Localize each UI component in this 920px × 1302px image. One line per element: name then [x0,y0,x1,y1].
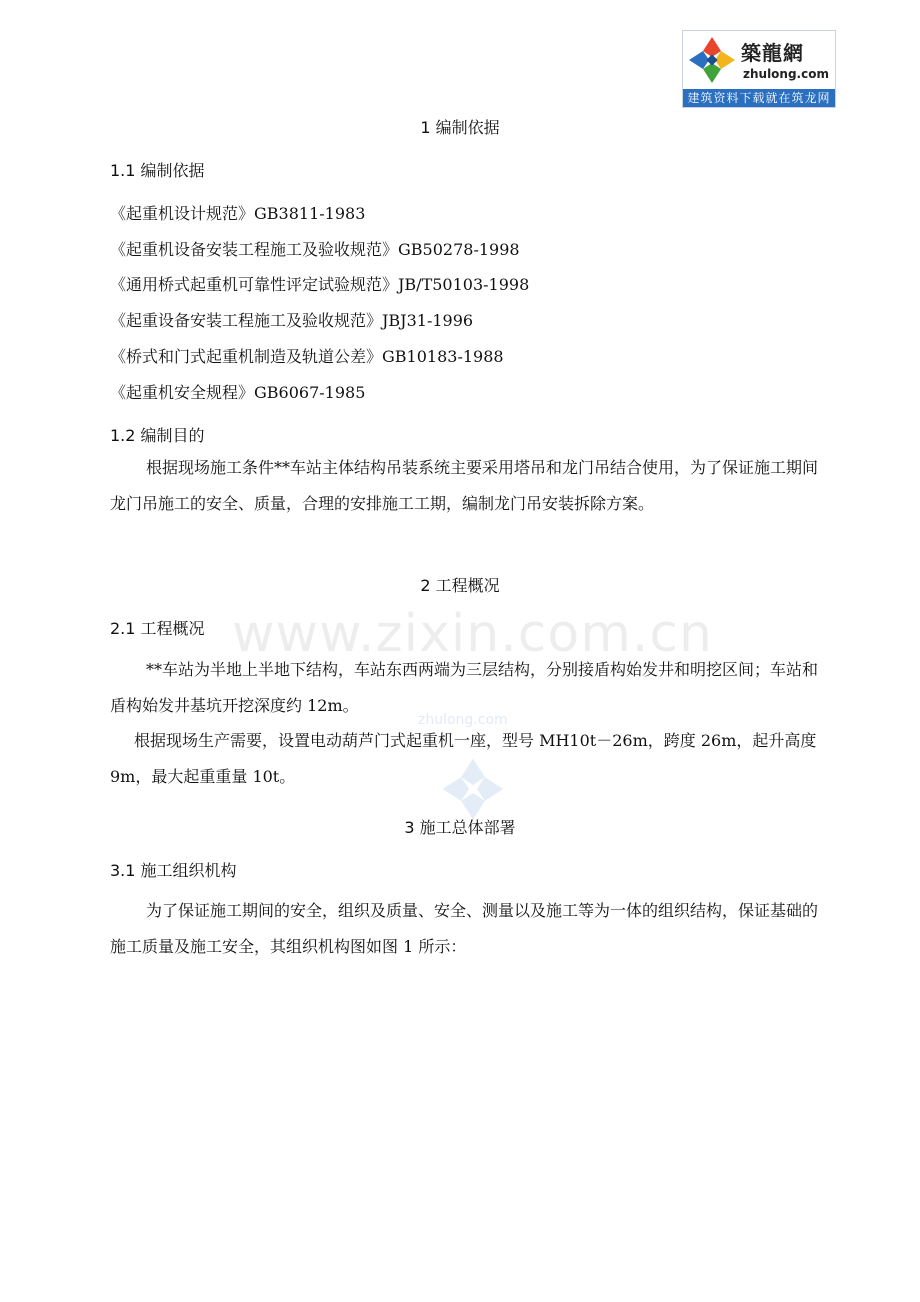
organization-paragraph: 为了保证施工期间的安全，组织及质量、安全、测量以及施工等为一体的组织结构，保证基础的施工质量及施工安全，其组织机构图如图 1 所示： [110,901,819,956]
section-1-title: 1 编制依据 [420,118,500,137]
logo-slogan: 建筑资料下载就在筑龙网 [683,89,835,107]
section-3-1-title: 3.1 施工组织机构 [110,861,237,880]
purpose-paragraph: 根据现场施工条件**车站主体结构吊装系统主要采用塔吊和龙门吊结合使用，为了保证施工期间龙门吊施工的安全、质量，合理的安排施工工期，编制龙门吊安装拆除方案。 [110,458,819,513]
reference-item: 《起重机设计规范》GB3811-1983 [110,204,366,223]
section-2-title: 2 工程概况 [420,576,500,595]
reference-item: 《起重机安全规程》GB6067-1985 [110,383,366,402]
watermark-sub: zhulong.com [418,712,508,728]
reference-item: 《起重机设备安装工程施工及验收规范》GB50278-1998 [110,240,520,259]
overview-paragraph-1: **车站为半地上半地下结构，车站东西两端为三层结构，分别接盾构始发井和明挖区间；车站和盾构始发井基坑开挖深度约 12m。 [110,660,819,715]
reference-item: 《起重设备安装工程施工及验收规范》JBJ31-1996 [110,311,474,330]
section-1-1-title: 1.1 编制依据 [110,161,205,180]
reference-item: 《通用桥式起重机可靠性评定试验规范》JB/T50103-1998 [110,275,530,294]
zhulong-logo [682,30,836,108]
zhulong-emblem-icon [687,35,737,85]
section-3-title: 3 施工总体部署 [404,818,516,837]
overview-paragraph-2: 根据现场生产需要，设置电动葫芦门式起重机一座，型号 MH10t－26m，跨度 26m，起升高度 9m，最大起重重量 10t。 [110,731,817,786]
section-1-2-title: 1.2 编制目的 [110,426,205,445]
section-2-1-title: 2.1 工程概况 [110,619,205,638]
reference-item: 《桥式和门式起重机制造及轨道公差》GB10183-1988 [110,347,504,366]
watermark-text: www.zixin.com.cn [232,604,713,664]
logo-domain: zhulong.com [743,67,829,81]
logo-name: 築龍網 [741,41,804,65]
